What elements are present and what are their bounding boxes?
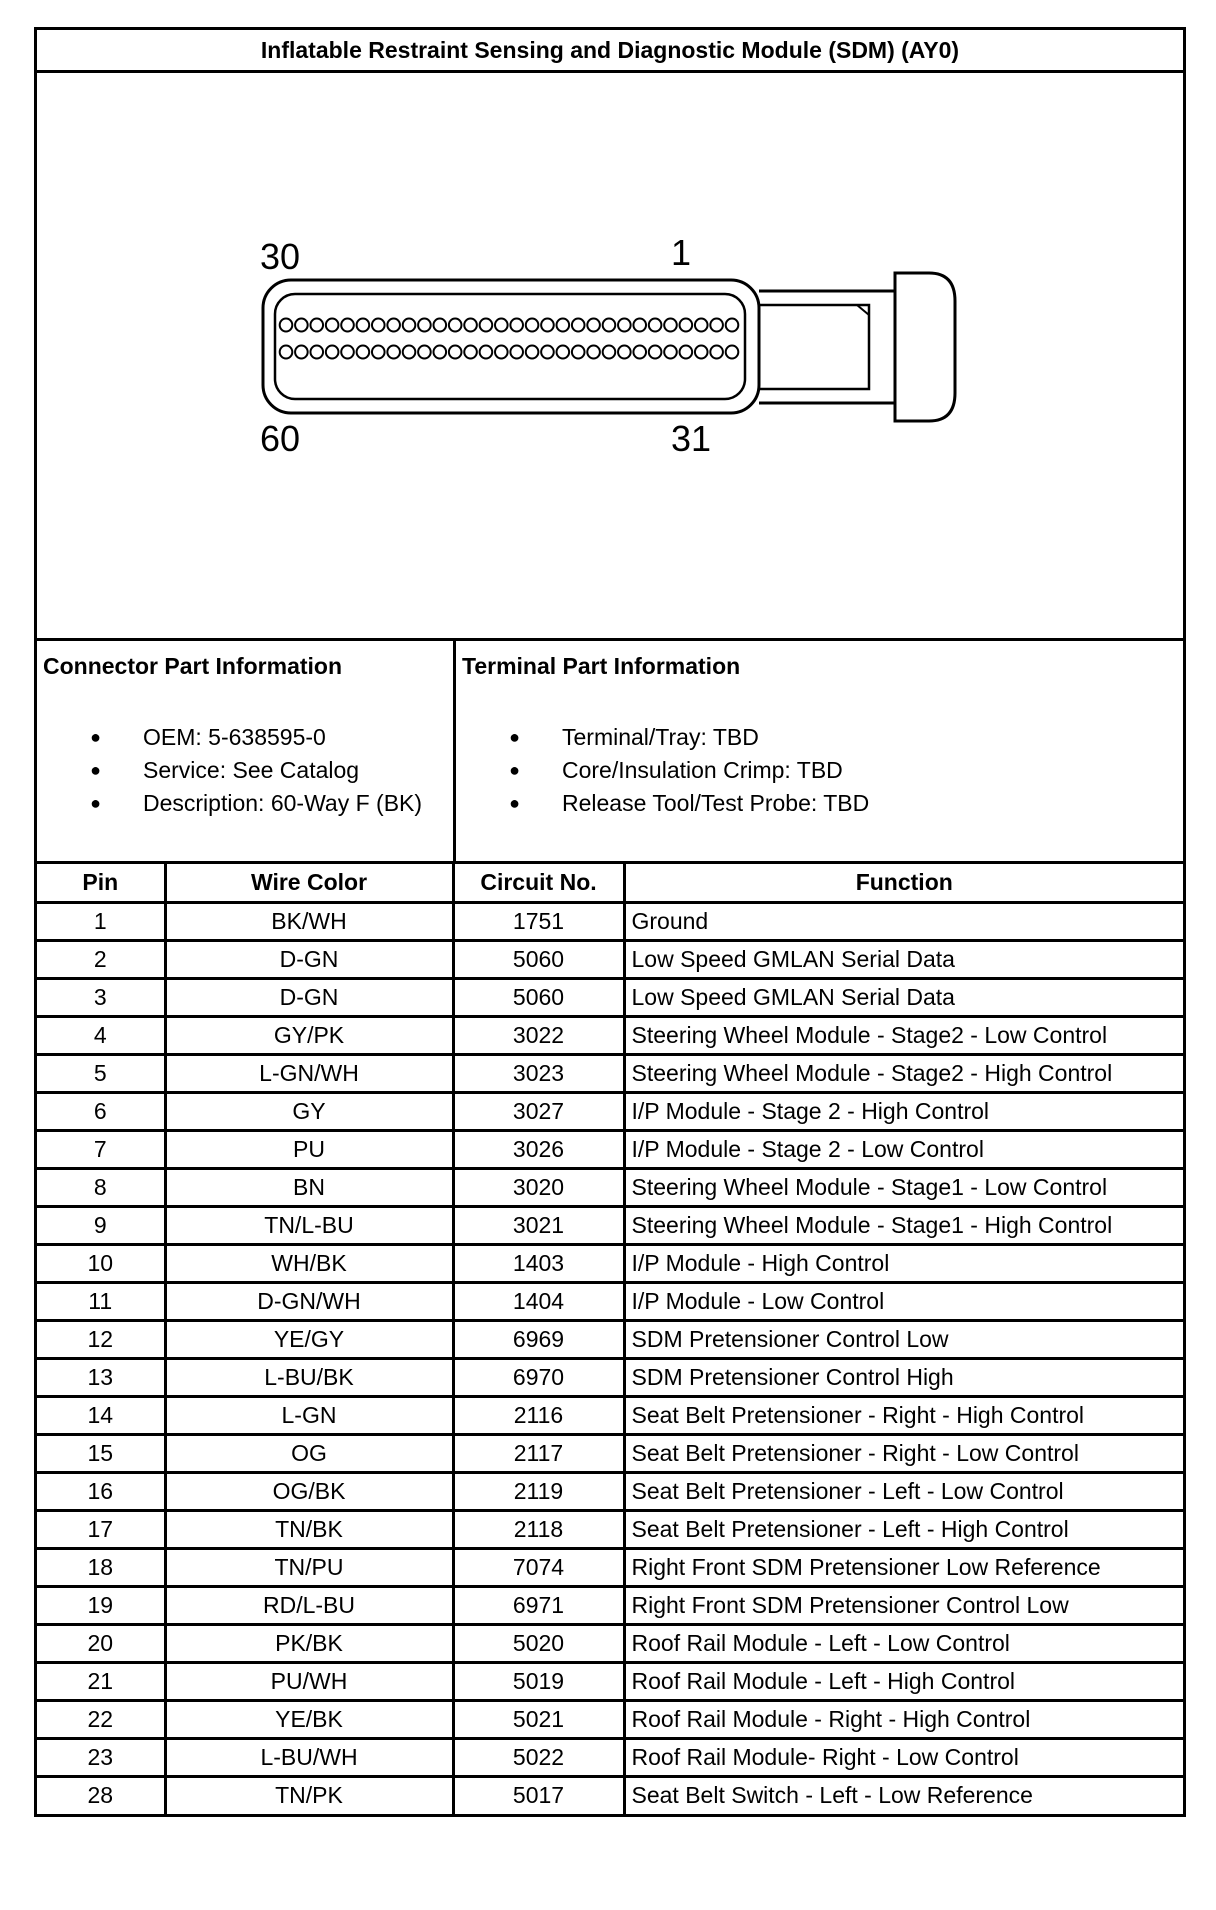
cell-pin: 9 bbox=[37, 1206, 165, 1244]
cell-wire-color: WH/BK bbox=[165, 1244, 453, 1282]
bullet-icon: ● bbox=[90, 760, 101, 780]
cell-circuit: 5021 bbox=[453, 1700, 624, 1738]
cell-wire-color: OG/BK bbox=[165, 1472, 453, 1510]
cell-circuit: 3023 bbox=[453, 1054, 624, 1092]
cell-circuit: 5019 bbox=[453, 1662, 624, 1700]
pin-hole bbox=[418, 319, 431, 332]
pin-hole bbox=[372, 319, 385, 332]
cell-wire-color: D-GN bbox=[165, 978, 453, 1016]
cell-function: Right Front SDM Pretensioner Low Reference bbox=[624, 1548, 1183, 1586]
part-info-row bbox=[37, 641, 1183, 864]
connector-part-info bbox=[37, 641, 456, 861]
cell-function: Roof Rail Module - Left - High Control bbox=[624, 1662, 1183, 1700]
cell-wire-color: L-GN bbox=[165, 1396, 453, 1434]
table-header-row bbox=[37, 864, 1183, 902]
pin-hole bbox=[587, 346, 600, 359]
pin-row-top bbox=[280, 319, 739, 332]
table-row bbox=[37, 940, 1183, 978]
pin-hole bbox=[464, 319, 477, 332]
pin-hole bbox=[603, 346, 616, 359]
pin-hole bbox=[695, 319, 708, 332]
cell-pin: 20 bbox=[37, 1624, 165, 1662]
pin-hole bbox=[326, 319, 339, 332]
cell-function: Steering Wheel Module - Stage2 - High Control bbox=[624, 1054, 1183, 1092]
pin-hole bbox=[649, 319, 662, 332]
pin-hole bbox=[295, 319, 308, 332]
pin-hole bbox=[326, 346, 339, 359]
cell-function: Low Speed GMLAN Serial Data bbox=[624, 978, 1183, 1016]
pin-hole bbox=[433, 346, 446, 359]
cell-wire-color: PU/WH bbox=[165, 1662, 453, 1700]
cell-function: SDM Pretensioner Control High bbox=[624, 1358, 1183, 1396]
cell-function: I/P Module - Stage 2 - Low Control bbox=[624, 1130, 1183, 1168]
cell-function: SDM Pretensioner Control Low bbox=[624, 1320, 1183, 1358]
pin-hole bbox=[357, 319, 370, 332]
cell-circuit: 2118 bbox=[453, 1510, 624, 1548]
pin-hole bbox=[387, 346, 400, 359]
pin-hole bbox=[480, 346, 493, 359]
cell-pin: 22 bbox=[37, 1700, 165, 1738]
pin-label-30: 30 bbox=[260, 236, 301, 277]
pin-hole bbox=[510, 319, 523, 332]
cell-pin: 4 bbox=[37, 1016, 165, 1054]
connector-latch-head bbox=[895, 273, 955, 421]
table-row bbox=[37, 1358, 1183, 1396]
pin-hole bbox=[310, 346, 323, 359]
pin-hole bbox=[310, 319, 323, 332]
cell-function: I/P Module - High Control bbox=[624, 1244, 1183, 1282]
terminal-tray: Terminal/Tray: TBD bbox=[562, 724, 759, 750]
pin-hole bbox=[664, 346, 677, 359]
table-row bbox=[37, 1700, 1183, 1738]
terminal-release-tool: Release Tool/Test Probe: TBD bbox=[562, 790, 870, 816]
cell-circuit: 1751 bbox=[453, 902, 624, 940]
cell-pin: 28 bbox=[37, 1776, 165, 1814]
pin-hole bbox=[726, 346, 739, 359]
pin-hole bbox=[495, 346, 508, 359]
bullet-icon: ● bbox=[509, 760, 520, 780]
pin-hole bbox=[618, 346, 631, 359]
cell-wire-color: BK/WH bbox=[165, 902, 453, 940]
cell-wire-color: D-GN/WH bbox=[165, 1282, 453, 1320]
cell-wire-color: L-GN/WH bbox=[165, 1054, 453, 1092]
pin-hole bbox=[541, 346, 554, 359]
cell-pin: 10 bbox=[37, 1244, 165, 1282]
cell-function: Seat Belt Switch - Left - Low Reference bbox=[631, 1782, 1033, 1809]
pinout-table bbox=[37, 864, 1183, 1814]
cell-wire-color: L-BU/WH bbox=[165, 1738, 453, 1776]
pin-hole bbox=[280, 319, 293, 332]
pin-hole bbox=[587, 319, 600, 332]
pin-label-60: 60 bbox=[260, 418, 301, 459]
pin-hole bbox=[710, 319, 723, 332]
pin-hole bbox=[357, 346, 370, 359]
cell-circuit: 5060 bbox=[453, 940, 624, 978]
table-row bbox=[37, 1662, 1183, 1700]
list-item bbox=[43, 754, 447, 787]
cell-pin: 6 bbox=[37, 1092, 165, 1130]
cell-function: Steering Wheel Module - Stage1 - High Control bbox=[624, 1206, 1183, 1244]
cell-function: Low Speed GMLAN Serial Data bbox=[624, 940, 1183, 978]
cell-circuit: 3021 bbox=[453, 1206, 624, 1244]
pin-hole bbox=[341, 319, 354, 332]
cell-wire-color: D-GN bbox=[165, 940, 453, 978]
table-row bbox=[37, 1168, 1183, 1206]
cell-pin: 1 bbox=[37, 902, 165, 940]
cell-pin: 17 bbox=[37, 1510, 165, 1548]
pin-hole bbox=[633, 346, 646, 359]
terminal-part-info bbox=[456, 641, 1183, 861]
pin-label-1: 1 bbox=[671, 232, 692, 273]
cell-pin: 16 bbox=[37, 1472, 165, 1510]
header-pin: Pin bbox=[37, 864, 165, 902]
bullet-icon: ● bbox=[90, 793, 101, 813]
bullet-icon: ● bbox=[509, 727, 520, 747]
pin-hole bbox=[403, 346, 416, 359]
header-circuit: Circuit No. bbox=[453, 864, 624, 902]
cell-wire-color: RD/L-BU bbox=[165, 1586, 453, 1624]
cell-wire-color: TN/BK bbox=[165, 1510, 453, 1548]
cell-pin: 7 bbox=[37, 1130, 165, 1168]
cell-function: Steering Wheel Module - Stage2 - Low Control bbox=[624, 1016, 1183, 1054]
cell-wire-color: GY bbox=[165, 1092, 453, 1130]
pin-hole bbox=[541, 319, 554, 332]
terminal-info-heading: Terminal Part Information bbox=[462, 653, 741, 679]
pin-hole bbox=[495, 319, 508, 332]
cell-pin: 3 bbox=[37, 978, 165, 1016]
table-row bbox=[37, 1472, 1183, 1510]
pin-hole bbox=[557, 319, 570, 332]
cell-circuit: 2116 bbox=[453, 1396, 624, 1434]
table-row bbox=[37, 1586, 1183, 1624]
table-row bbox=[37, 1092, 1183, 1130]
connector-latch-stem bbox=[759, 291, 895, 403]
pin-label-31: 31 bbox=[671, 418, 712, 459]
pin-hole bbox=[526, 346, 539, 359]
cell-wire-color: PU bbox=[165, 1130, 453, 1168]
list-item bbox=[462, 721, 1177, 754]
pin-hole bbox=[341, 346, 354, 359]
pin-hole bbox=[280, 346, 293, 359]
connector-sheet bbox=[34, 27, 1186, 1817]
cell-pin: 18 bbox=[37, 1548, 165, 1586]
bullet-icon: ● bbox=[90, 727, 101, 747]
connector-oem: OEM: 5-638595-0 bbox=[143, 724, 326, 750]
table-row bbox=[37, 902, 1183, 940]
cell-circuit: 7074 bbox=[453, 1548, 624, 1586]
pin-hole bbox=[480, 319, 493, 332]
cell-circuit: 3027 bbox=[453, 1092, 624, 1130]
sheet-title: Inflatable Restraint Sensing and Diagnostic Module (SDM) (AY0) bbox=[37, 30, 1183, 73]
cell-circuit: 2117 bbox=[453, 1434, 624, 1472]
cell-wire-color: YE/GY bbox=[165, 1320, 453, 1358]
cell-circuit: 6970 bbox=[453, 1358, 624, 1396]
cell-wire-color: GY/PK bbox=[165, 1016, 453, 1054]
cell-pin: 21 bbox=[37, 1662, 165, 1700]
cell-circuit: 1403 bbox=[453, 1244, 624, 1282]
cell-pin: 19 bbox=[37, 1586, 165, 1624]
connector-drawing bbox=[37, 73, 1183, 638]
cell-wire-color: TN/PK bbox=[165, 1776, 453, 1814]
cell-circuit: 6971 bbox=[453, 1586, 624, 1624]
cell-wire-color: PK/BK bbox=[165, 1624, 453, 1662]
pin-hole bbox=[418, 346, 431, 359]
table-row bbox=[37, 1282, 1183, 1320]
table-row bbox=[37, 1548, 1183, 1586]
cell-circuit: 3020 bbox=[453, 1168, 624, 1206]
cell-wire-color: YE/BK bbox=[165, 1700, 453, 1738]
pin-hole bbox=[433, 319, 446, 332]
pin-hole bbox=[557, 346, 570, 359]
cell-wire-color: OG bbox=[165, 1434, 453, 1472]
cell-pin: 5 bbox=[37, 1054, 165, 1092]
table-row bbox=[37, 978, 1183, 1016]
list-item bbox=[43, 721, 447, 754]
connector-latch-window bbox=[759, 305, 869, 389]
pin-hole bbox=[633, 319, 646, 332]
pin-hole bbox=[710, 346, 723, 359]
cell-circuit: 1404 bbox=[453, 1282, 624, 1320]
cell-function: Steering Wheel Module - Stage1 - Low Control bbox=[624, 1168, 1183, 1206]
cell-function: Seat Belt Pretensioner - Right - Low Control bbox=[624, 1434, 1183, 1472]
cell-function: I/P Module - Stage 2 - High Control bbox=[624, 1092, 1183, 1130]
cell-circuit: 2119 bbox=[453, 1472, 624, 1510]
connector-diagram bbox=[37, 73, 1183, 641]
pin-row-bottom bbox=[280, 346, 739, 359]
pin-hole bbox=[372, 346, 385, 359]
terminal-info-list bbox=[462, 721, 1177, 820]
cell-pin: 8 bbox=[37, 1168, 165, 1206]
cell-wire-color: L-BU/BK bbox=[165, 1358, 453, 1396]
list-item bbox=[462, 787, 1177, 820]
cell-function: Roof Rail Module - Left - Low Control bbox=[624, 1624, 1183, 1662]
pin-hole bbox=[680, 319, 693, 332]
table-row bbox=[37, 1510, 1183, 1548]
pin-hole bbox=[572, 319, 585, 332]
cell-function: Seat Belt Pretensioner - Left - High Control bbox=[624, 1510, 1183, 1548]
cell-pin: 13 bbox=[37, 1358, 165, 1396]
cell-function: Seat Belt Pretensioner - Right - High Control bbox=[624, 1396, 1183, 1434]
cell-wire-color: TN/L-BU bbox=[165, 1206, 453, 1244]
cell-circuit: 5020 bbox=[453, 1624, 624, 1662]
cell-function: Ground bbox=[624, 902, 1183, 940]
pin-hole bbox=[449, 319, 462, 332]
table-row bbox=[37, 1738, 1183, 1776]
cell-pin: 14 bbox=[37, 1396, 165, 1434]
connector-info-list bbox=[43, 721, 447, 820]
cell-function: Roof Rail Module - Right - High Control bbox=[624, 1700, 1183, 1738]
cell-circuit: 6969 bbox=[453, 1320, 624, 1358]
table-row bbox=[37, 1016, 1183, 1054]
pin-hole bbox=[403, 319, 416, 332]
table-row bbox=[37, 1624, 1183, 1662]
pin-hole bbox=[510, 346, 523, 359]
list-item bbox=[462, 754, 1177, 787]
connector-description: Description: 60-Way F (BK) bbox=[143, 790, 423, 816]
cell-pin: 23 bbox=[37, 1738, 165, 1776]
cell-pin: 15 bbox=[37, 1434, 165, 1472]
header-wire-color: Wire Color bbox=[165, 864, 453, 902]
cell-wire-color: TN/PU bbox=[165, 1548, 453, 1586]
header-function: Function bbox=[624, 864, 1183, 902]
cell-wire-color: BN bbox=[165, 1168, 453, 1206]
pin-hole bbox=[449, 346, 462, 359]
cell-pin: 11 bbox=[37, 1282, 165, 1320]
cell-function: Seat Belt Pretensioner - Left - Low Control bbox=[624, 1472, 1183, 1510]
cell-circuit: 5060 bbox=[453, 978, 624, 1016]
pin-hole bbox=[295, 346, 308, 359]
table-row bbox=[37, 1206, 1183, 1244]
pin-hole bbox=[572, 346, 585, 359]
pin-hole bbox=[649, 346, 662, 359]
table-row bbox=[37, 1776, 1183, 1814]
table-row bbox=[37, 1434, 1183, 1472]
connector-info-heading: Connector Part Information bbox=[43, 653, 343, 679]
pin-hole bbox=[387, 319, 400, 332]
table-row bbox=[37, 1244, 1183, 1282]
table-row bbox=[37, 1054, 1183, 1092]
table-row bbox=[37, 1130, 1183, 1168]
bullet-icon: ● bbox=[509, 793, 520, 813]
pin-hole bbox=[680, 346, 693, 359]
cell-pin: 12 bbox=[37, 1320, 165, 1358]
cell-function: Roof Rail Module- Right - Low Control bbox=[624, 1738, 1183, 1776]
table-row bbox=[37, 1396, 1183, 1434]
pin-hole bbox=[464, 346, 477, 359]
cell-function: Right Front SDM Pretensioner Control Low bbox=[624, 1586, 1183, 1624]
table-row bbox=[37, 1320, 1183, 1358]
connector-latch-ramp bbox=[857, 305, 869, 315]
list-item bbox=[43, 787, 447, 820]
pin-hole bbox=[618, 319, 631, 332]
pin-hole bbox=[664, 319, 677, 332]
cell-function: I/P Module - Low Control bbox=[624, 1282, 1183, 1320]
cell-circuit: 3026 bbox=[453, 1130, 624, 1168]
cell-pin: 2 bbox=[37, 940, 165, 978]
cell-circuit: 3022 bbox=[453, 1016, 624, 1054]
cell-circuit: 5022 bbox=[453, 1738, 624, 1776]
pin-hole bbox=[603, 319, 616, 332]
terminal-crimp: Core/Insulation Crimp: TBD bbox=[562, 757, 843, 783]
pin-hole bbox=[726, 319, 739, 332]
pin-hole bbox=[526, 319, 539, 332]
cell-circuit: 5017 bbox=[453, 1776, 624, 1814]
connector-service: Service: See Catalog bbox=[143, 757, 360, 783]
pin-hole bbox=[695, 346, 708, 359]
